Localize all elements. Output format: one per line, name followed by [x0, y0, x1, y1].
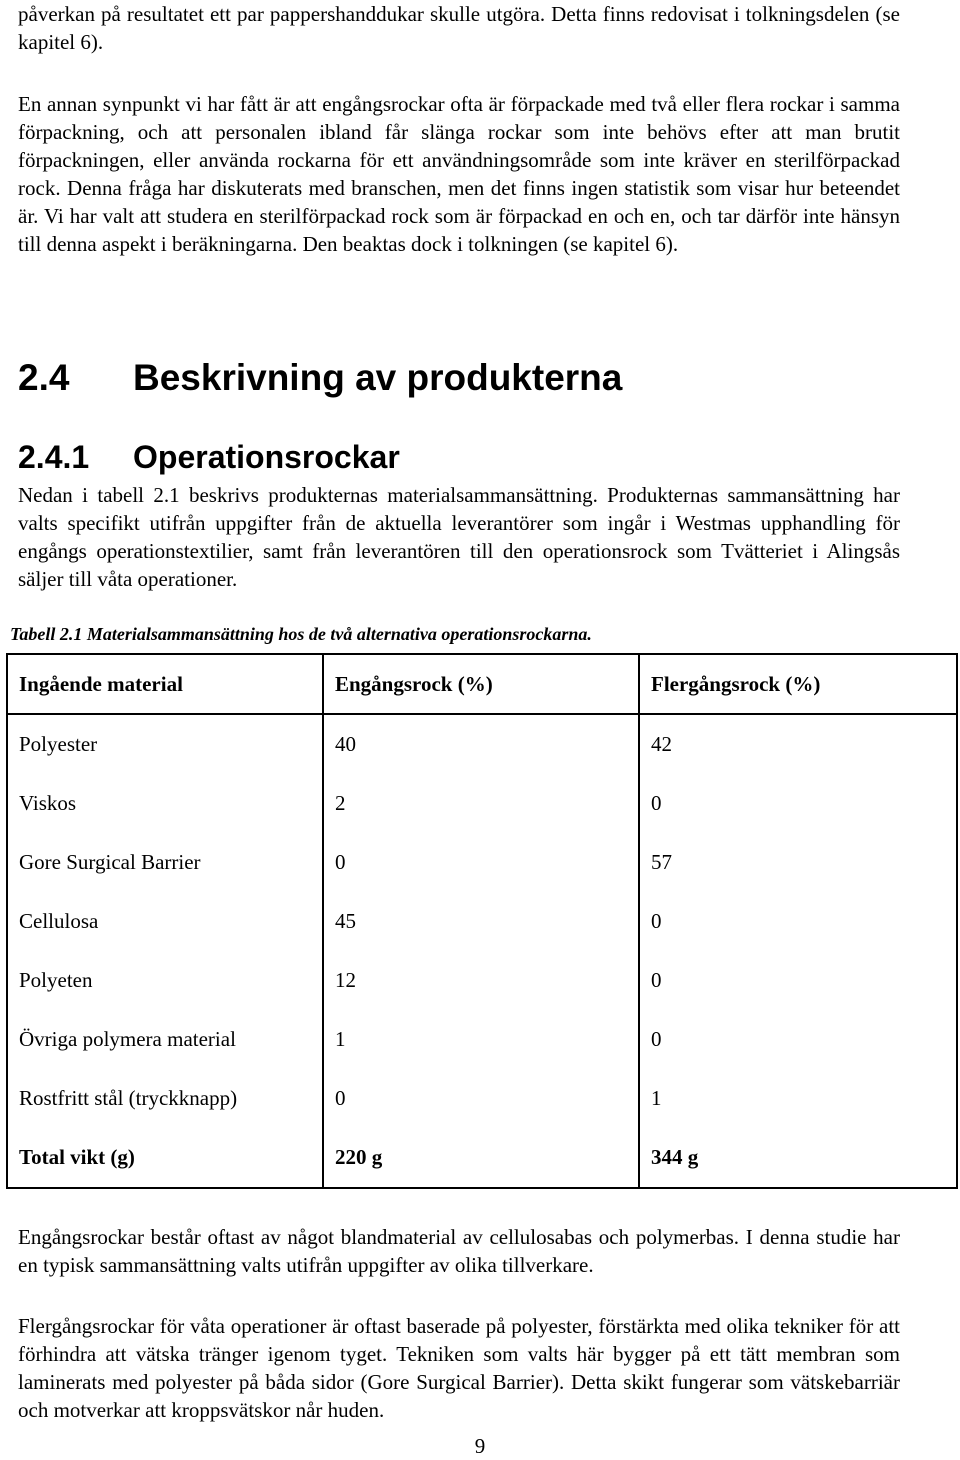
subsection-title: Operationsrockar: [133, 439, 400, 475]
section-title: Beskrivning av produkterna: [133, 357, 623, 398]
table-cell: 0: [323, 1069, 639, 1128]
table-cell: 2: [323, 774, 639, 833]
table-cell: 0: [639, 774, 957, 833]
table-row: [7, 833, 957, 892]
table-caption: Tabell 2.1 Materialsammansättning hos de två alternativa operationsrockarna.: [10, 624, 592, 644]
table-total-row: [7, 1128, 957, 1188]
paragraph-flergangsrockar-material: Flergångsrockar för våta operationer är oftast baserade på polyester, förstärkta med olika tekniker för att förhindra att vätska tränger igenom tyget. Tekniken som valts här bygger på ett tätt membran som laminerats med polyester på båda sidor (Gore Surgical Barrier). Detta skikt fungerar som vätskebarriär och motverkar att kroppsvätskor når huden.: [18, 1314, 900, 1422]
table-header-cell: Ingående material: [7, 654, 323, 714]
table-header-cell: Flergångsrock (%): [639, 654, 957, 714]
table-cell: Övriga polymera material: [7, 1010, 323, 1069]
table-cell: 42: [639, 714, 957, 774]
table-cell: 220 g: [323, 1128, 639, 1188]
table-row: [7, 892, 957, 951]
table-row: [7, 1010, 957, 1069]
subsection-heading: [18, 437, 400, 477]
paragraph-engangsrockar-packaging: En annan synpunkt vi har fått är att engångsrockar ofta är förpackade med två eller flera rockar i samma förpackning, och att personalen ibland får slänga rockar som inte behövs efter att man brutit förpackningen, eller använda rockarna för ett användningsområde som inte kräver en sterilförpackad rock. Denna fråga har diskuterats med branschen, men det finns ingen statistik som visar hur beteendet är. Vi har valt att studera en sterilförpackad rock som är förpackad en och en, och tar därför inte hänsyn till denna aspekt i beräkningarna. Den beaktas dock i tolkningen (se kapitel 6).: [18, 92, 900, 256]
table-cell: Polyester: [7, 714, 323, 774]
table-cell: 0: [639, 1010, 957, 1069]
table-cell: 0: [323, 833, 639, 892]
table-cell: 0: [639, 951, 957, 1010]
table-cell: Total vikt (g): [7, 1128, 323, 1188]
page-number: 9: [474, 1434, 486, 1458]
table-row: [7, 774, 957, 833]
material-table: [6, 653, 958, 1189]
table-cell: Rostfritt stål (tryckknapp): [7, 1069, 323, 1128]
table-cell: 344 g: [639, 1128, 957, 1188]
subsection-number: 2.4.1: [18, 439, 90, 475]
table-row: [7, 714, 957, 774]
table-cell: 1: [323, 1010, 639, 1069]
paragraph-engangsrockar-material: Engångsrockar består oftast av något blandmaterial av cellulosabas och polymerbas. I denna studie har en typisk sammansättning valts utifrån uppgifter av olika tillverkare.: [18, 1225, 900, 1277]
table-cell: Gore Surgical Barrier: [7, 833, 323, 892]
paragraph-table-intro: Nedan i tabell 2.1 beskrivs produkternas materialsammansättning. Produkternas sammansättning har valts specifikt utifrån uppgifter från de aktuella leverantörer som ingår i Westmas upphandling för engångs operationstextilier, samt från leverantören till den operationsrock som Tvätteriet i Alingsås säljer till våta operationer.: [18, 483, 900, 591]
section-heading: [18, 356, 622, 400]
table-cell: 40: [323, 714, 639, 774]
table-cell: Polyeten: [7, 951, 323, 1010]
table-row: [7, 951, 957, 1010]
table-header-cell: Engångsrock (%): [323, 654, 639, 714]
table-cell: Cellulosa: [7, 892, 323, 951]
table-cell: 45: [323, 892, 639, 951]
table-cell: 1: [639, 1069, 957, 1128]
table-cell: Viskos: [7, 774, 323, 833]
table-cell: 12: [323, 951, 639, 1010]
table-cell: 57: [639, 833, 957, 892]
table-header-row: [7, 654, 957, 714]
table-cell: 0: [639, 892, 957, 951]
paragraph-continuation: påverkan på resultatet ett par pappershanddukar skulle utgöra. Detta finns redovisat i tolkningsdelen (se kapitel 6).: [18, 2, 900, 54]
table-row: [7, 1069, 957, 1128]
section-number: 2.4: [18, 357, 70, 398]
